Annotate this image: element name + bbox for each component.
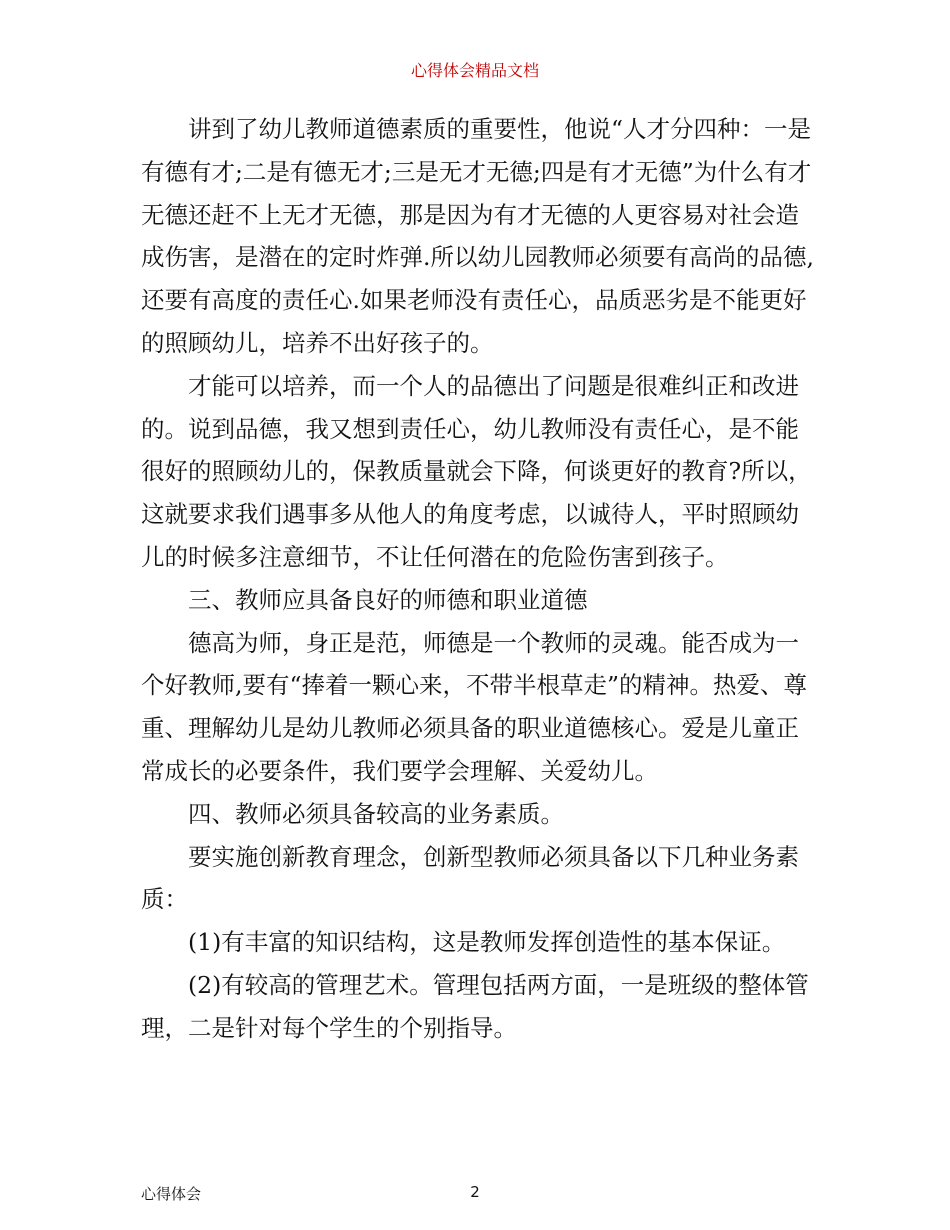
paragraph: 要实施创新教育理念，创新型教师必须具备以下几种业务素质：	[141, 842, 799, 914]
paragraph: 德高为师，身正是范，师德是一个教师的灵魂。能否成为一个好教师,要有“捧着一颗心来，不带半根草走”的精神。热爱、尊重、理解幼儿是幼儿教师必须具备的职业道德核心。爱是儿童正常成长的必要条件，我们要学会理解、关爱幼儿。	[141, 628, 807, 785]
section-heading: 四、教师必须具备较高的业务素质。	[188, 799, 564, 828]
list-item: (2)有较高的管理艺术。管理包括两方面，一是班级的整体管理，二是针对每个学生的个别指导。	[141, 970, 809, 1042]
paragraph: 讲到了幼儿教师道德素质的重要性，他说“人才分四种：一是有德有才;二是有德无才;三是无才无德;四是有才无德”为什么有才无德还赶不上无才无德，那是因为有才无德的人更容易对社会造成伤害，是潜在的定时炸弹.所以幼儿园教师必须要有高尚的品德,还要有高度的责任心.如果老师没有责任心，品质恶劣是不能更好的照顾幼儿，培养不出好孩子的。	[141, 115, 814, 357]
page-header-title: 心得体会精品文档	[410, 61, 539, 80]
paragraph: 才能可以培养，而一个人的品德出了问题是很难纠正和改进的。说到品德，我又想到责任心，幼儿教师没有责任心，是不能很好的照顾幼儿的，保教质量就会下降，何谈更好的教育?所以，这就要求我们遇事多从他人的角度考虑，以诚待人，平时照顾幼儿的时候多注意细节，不让任何潜在的危险伤害到孩子。	[141, 371, 812, 571]
footer-label: 心得体会	[141, 1185, 202, 1203]
page-number: 2	[470, 1183, 480, 1201]
section-heading: 三、教师应具备良好的师德和职业道德	[188, 585, 588, 614]
document-body	[141, 108, 817, 1050]
list-item: (1)有丰富的知识结构，这是教师发挥创造性的基本保证。	[188, 928, 786, 957]
